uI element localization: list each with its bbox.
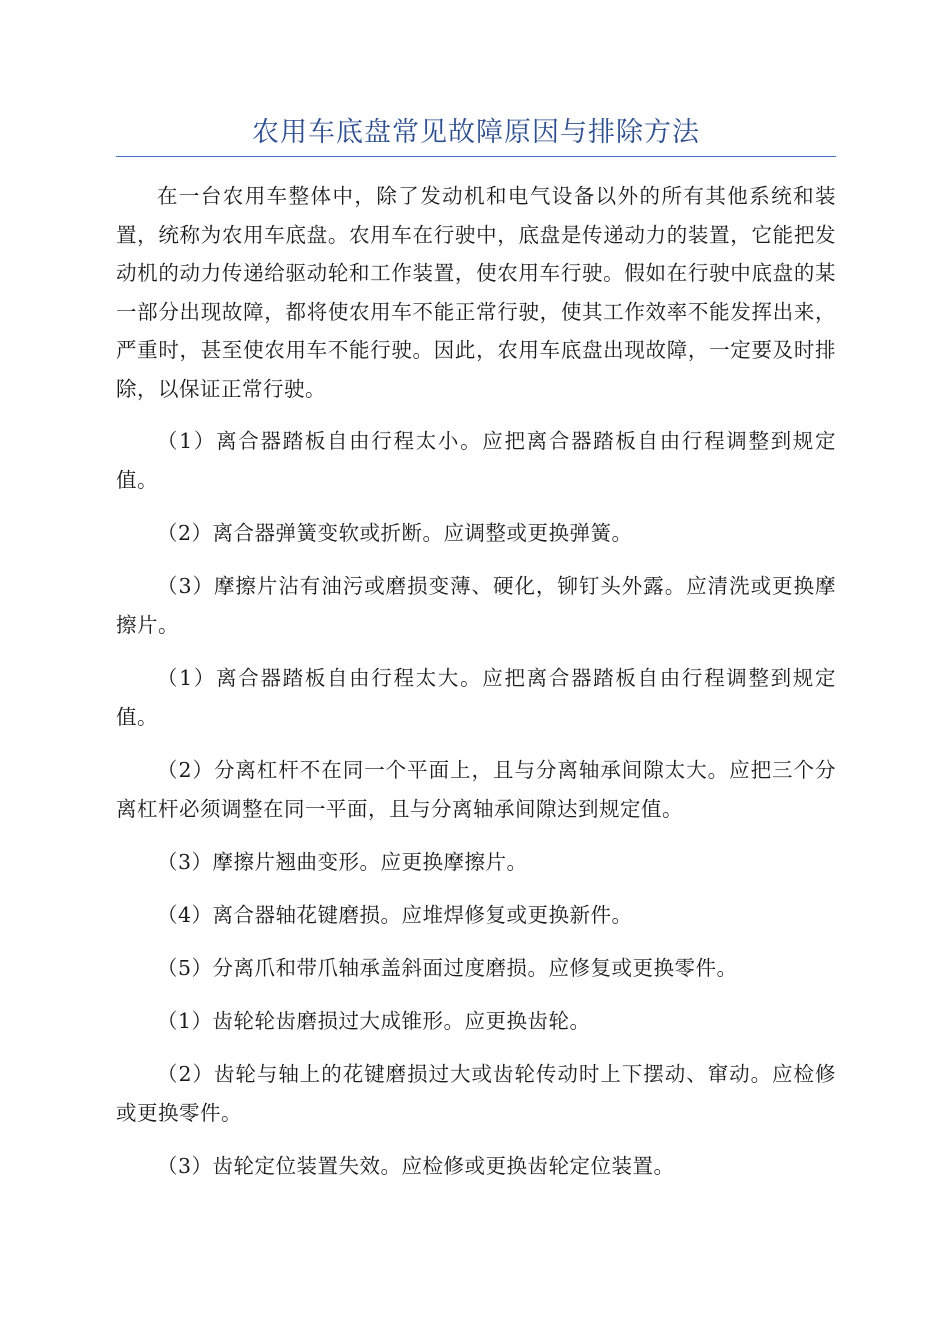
document-page (116, 112, 836, 1186)
list-item: （1）离合器踏板自由行程太小。应把离合器踏板自由行程调整到规定值。 (116, 429, 836, 492)
page-title: 农用车底盘常见故障原因与排除方法 (116, 112, 836, 157)
list-item: （1）齿轮轮齿磨损过大成锥形。应更换齿轮。 (157, 1009, 591, 1033)
list-item: （5）分离爪和带爪轴承盖斜面过度磨损。应修复或更换零件。 (157, 956, 738, 980)
list-item: （1）离合器踏板自由行程太大。应把离合器踏板自由行程调整到规定值。 (116, 666, 836, 729)
list-item: （4）离合器轴花键磨损。应堆焊修复或更换新件。 (157, 903, 633, 927)
list-item: （2）分离杠杆不在同一个平面上，且与分离轴承间隙太大。应把三个分离杠杆必须调整在同一平面，且与分离轴承间隙达到规定值。 (116, 758, 836, 821)
list-item: （3）摩擦片翘曲变形。应更换摩擦片。 (157, 850, 528, 874)
list-item: （2）离合器弹簧变软或折断。应调整或更换弹簧。 (157, 521, 633, 545)
document-body (116, 177, 836, 1186)
intro-paragraph: 在一台农用车整体中，除了发动机和电气设备以外的所有其他系统和装置，统称为农用车底盘。农用车在行驶中，底盘是传递动力的装置，它能把发动机的动力传递给驱动轮和工作装置，使农用车行驶。假如在行驶中底盘的某一部分出现故障，都将使农用车不能正常行驶，使其工作效率不能发挥出来，严重时，甚至使农用车不能行驶。因此，农用车底盘出现故障，一定要及时排除，以保证正常行驶。 (116, 184, 836, 401)
list-item: （2）齿轮与轴上的花键磨损过大或齿轮传动时上下摆动、窜动。应检修或更换零件。 (116, 1062, 836, 1125)
list-item: （3）摩擦片沾有油污或磨损变薄、硬化，铆钉头外露。应清洗或更换摩擦片。 (116, 574, 836, 637)
list-item: （3）齿轮定位装置失效。应检修或更换齿轮定位装置。 (157, 1154, 675, 1178)
